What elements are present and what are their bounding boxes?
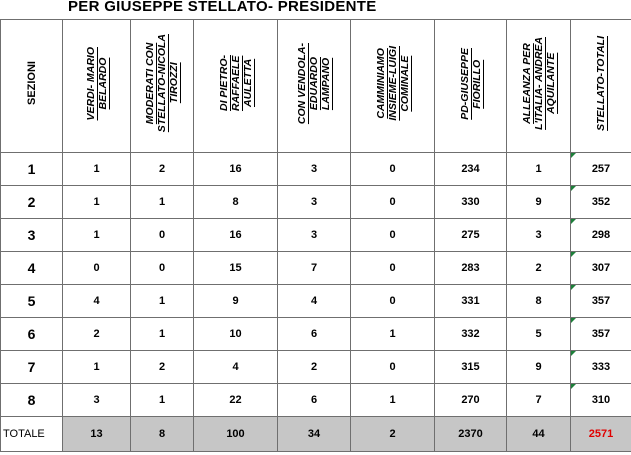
value-text: 2	[158, 361, 166, 373]
value-cell	[131, 351, 194, 384]
value-text: 4	[93, 295, 100, 307]
value-cell	[435, 384, 507, 417]
value-text: 1	[158, 328, 166, 340]
total-label: TOTALE	[1, 417, 63, 452]
value-text: 6	[310, 328, 318, 340]
value-cell	[278, 219, 351, 252]
value-cell	[63, 153, 131, 186]
value-cell	[435, 153, 507, 186]
header-col-1	[131, 20, 194, 153]
value-text: 1	[93, 361, 100, 373]
value-text: 9	[232, 295, 239, 307]
header-col-label: PD-GIUSEPPE FIORILLO	[458, 47, 483, 120]
value-cell	[63, 219, 131, 252]
value-cell	[278, 153, 351, 186]
value-text: 307	[591, 262, 611, 274]
value-cell	[131, 384, 194, 417]
value-text: 2	[310, 361, 318, 373]
results-table	[0, 19, 631, 452]
value-cell	[571, 219, 631, 252]
value-cell	[435, 318, 507, 351]
value-cell	[131, 186, 194, 219]
value-cell	[194, 285, 278, 318]
value-cell	[351, 318, 435, 351]
value-text: 331	[461, 295, 480, 307]
value-text: 4	[310, 295, 318, 307]
value-cell	[571, 285, 631, 318]
value-text: 0	[389, 361, 396, 373]
value-cell	[63, 252, 131, 285]
value-text: 22	[229, 394, 242, 406]
total-cell: 44	[507, 417, 571, 452]
value-cell	[63, 285, 131, 318]
value-cell	[194, 318, 278, 351]
header-col-3	[278, 20, 351, 153]
value-text: 10	[229, 328, 242, 340]
value-cell	[131, 153, 194, 186]
value-text: 1	[389, 394, 396, 406]
value-cell	[278, 285, 351, 318]
value-cell	[194, 351, 278, 384]
value-cell	[194, 219, 278, 252]
header-col-label: STELLATO-TOTALI	[595, 36, 607, 131]
value-text: 283	[461, 262, 480, 274]
value-text: 1	[158, 394, 166, 406]
value-text: 330	[461, 196, 480, 208]
value-cell	[63, 318, 131, 351]
total-cell: 2370	[435, 417, 507, 452]
value-text: 352	[591, 196, 611, 208]
header-col-7	[571, 20, 631, 153]
value-cell	[435, 285, 507, 318]
value-text: 3	[93, 394, 100, 406]
header-col-label: MODERATI CON STELLATO-NICOLA TIROZZI	[144, 34, 180, 133]
value-cell	[435, 186, 507, 219]
value-cell	[194, 186, 278, 219]
value-cell	[351, 153, 435, 186]
total-cell: 100	[194, 417, 278, 452]
corner-marker-icon	[571, 384, 576, 389]
table-row	[1, 318, 631, 351]
value-text: 357	[591, 295, 611, 307]
value-cell	[351, 219, 435, 252]
corner-marker-icon	[571, 318, 576, 323]
value-cell	[571, 153, 631, 186]
value-cell	[507, 219, 571, 252]
value-text: 15	[229, 262, 242, 274]
value-text: 1	[93, 196, 100, 208]
value-text: 3	[535, 229, 542, 241]
table-row	[1, 219, 631, 252]
value-cell	[351, 285, 435, 318]
value-cell	[194, 252, 278, 285]
value-cell	[571, 384, 631, 417]
value-text: 7	[535, 394, 542, 406]
value-text: 234	[461, 163, 480, 175]
value-text: 0	[158, 229, 166, 241]
value-text: 1	[535, 163, 542, 175]
total-cell: 34	[278, 417, 351, 452]
value-cell	[351, 351, 435, 384]
value-text: 3	[310, 163, 318, 175]
value-text: 0	[389, 229, 396, 241]
value-cell	[435, 252, 507, 285]
value-text: 1	[93, 163, 100, 175]
total-row	[1, 417, 631, 452]
header-col-0	[63, 20, 131, 153]
value-text: 315	[461, 361, 480, 373]
value-cell	[571, 351, 631, 384]
total-cell: 8	[131, 417, 194, 452]
corner-marker-icon	[571, 351, 576, 356]
value-text: 0	[389, 196, 396, 208]
value-cell	[131, 285, 194, 318]
header-col-5	[435, 20, 507, 153]
value-text: 2	[158, 163, 166, 175]
header-col-4	[351, 20, 435, 153]
value-text: 310	[591, 394, 611, 406]
value-text: 3	[310, 229, 318, 241]
sezione-cell: 1	[1, 153, 63, 186]
value-text: 8	[232, 196, 239, 208]
header-row	[1, 20, 631, 153]
table-row	[1, 351, 631, 384]
value-text: 8	[535, 295, 542, 307]
value-text: 298	[591, 229, 611, 241]
value-cell	[194, 153, 278, 186]
sezione-cell: 5	[1, 285, 63, 318]
value-text: 2	[535, 262, 542, 274]
value-text: 1	[389, 328, 396, 340]
value-text: 270	[461, 394, 480, 406]
value-cell	[63, 384, 131, 417]
value-cell	[507, 285, 571, 318]
table-row	[1, 186, 631, 219]
total-cell: 2	[351, 417, 435, 452]
value-cell	[278, 351, 351, 384]
value-text: 0	[158, 262, 166, 274]
value-text: 5	[535, 328, 542, 340]
value-cell	[278, 252, 351, 285]
value-cell	[278, 384, 351, 417]
value-cell	[351, 384, 435, 417]
value-text: 16	[229, 229, 242, 241]
value-cell	[278, 186, 351, 219]
value-cell	[194, 384, 278, 417]
corner-marker-icon	[571, 252, 576, 257]
header-col-6	[507, 20, 571, 153]
value-cell	[507, 153, 571, 186]
table-row	[1, 252, 631, 285]
value-text: 1	[158, 295, 166, 307]
page-title: PER GIUSEPPE STELLATO- PRESIDENTE	[68, 0, 377, 15]
table-row	[1, 384, 631, 417]
value-text: 357	[591, 328, 611, 340]
value-text: 1	[158, 196, 166, 208]
value-text: 333	[591, 361, 611, 373]
value-cell	[131, 318, 194, 351]
value-cell	[507, 252, 571, 285]
value-cell	[131, 252, 194, 285]
sezione-cell: 8	[1, 384, 63, 417]
value-text: 9	[535, 196, 542, 208]
value-text: 9	[535, 361, 542, 373]
corner-marker-icon	[571, 285, 576, 290]
header-col-label: DI PIETRO- RAFFAELE AULETTA	[217, 55, 254, 112]
value-text: 7	[310, 262, 318, 274]
header-col-label: ALLEANZA PER L'ITALIA- ANDREA AQUILANTE	[520, 37, 557, 130]
value-cell	[507, 318, 571, 351]
header-sezioni	[1, 20, 63, 153]
value-text: 0	[389, 262, 396, 274]
value-text: 0	[389, 295, 396, 307]
value-cell	[435, 351, 507, 384]
value-text: 1	[93, 229, 100, 241]
value-cell	[435, 219, 507, 252]
value-cell	[507, 384, 571, 417]
corner-marker-icon	[571, 219, 576, 224]
value-text: 16	[229, 163, 242, 175]
value-cell	[63, 351, 131, 384]
value-text: 0	[93, 262, 100, 274]
value-text: 6	[310, 394, 318, 406]
value-cell	[351, 252, 435, 285]
value-text: 257	[591, 163, 611, 175]
value-cell	[571, 252, 631, 285]
header-sezioni-label: SEZIONI	[25, 61, 38, 106]
value-cell	[63, 186, 131, 219]
value-cell	[278, 318, 351, 351]
sezione-cell: 3	[1, 219, 63, 252]
header-col-label: CAMMINIAMO INSIEME-LUIGI COMINALE	[374, 46, 411, 121]
value-cell	[351, 186, 435, 219]
value-text: 3	[310, 196, 318, 208]
table-row	[1, 285, 631, 318]
header-col-label: CON VENDOLA- EDUARDO LAMPANO	[296, 42, 332, 125]
grand-total-cell: 2571	[571, 417, 631, 452]
value-text: 275	[461, 229, 480, 241]
value-cell	[507, 186, 571, 219]
value-cell	[571, 318, 631, 351]
corner-marker-icon	[571, 186, 576, 191]
value-text: 332	[461, 328, 480, 340]
sezione-cell: 6	[1, 318, 63, 351]
corner-marker-icon	[571, 153, 576, 158]
value-cell	[507, 351, 571, 384]
total-cell: 13	[63, 417, 131, 452]
value-text: 0	[389, 163, 396, 175]
sezione-cell: 4	[1, 252, 63, 285]
sezione-cell: 2	[1, 186, 63, 219]
value-text: 4	[232, 361, 239, 373]
value-cell	[131, 219, 194, 252]
header-col-label: VERDI- MARIO BELARDO	[84, 46, 109, 121]
header-col-2	[194, 20, 278, 153]
value-text: 2	[93, 328, 100, 340]
value-cell	[571, 186, 631, 219]
table-row	[1, 153, 631, 186]
sezione-cell: 7	[1, 351, 63, 384]
